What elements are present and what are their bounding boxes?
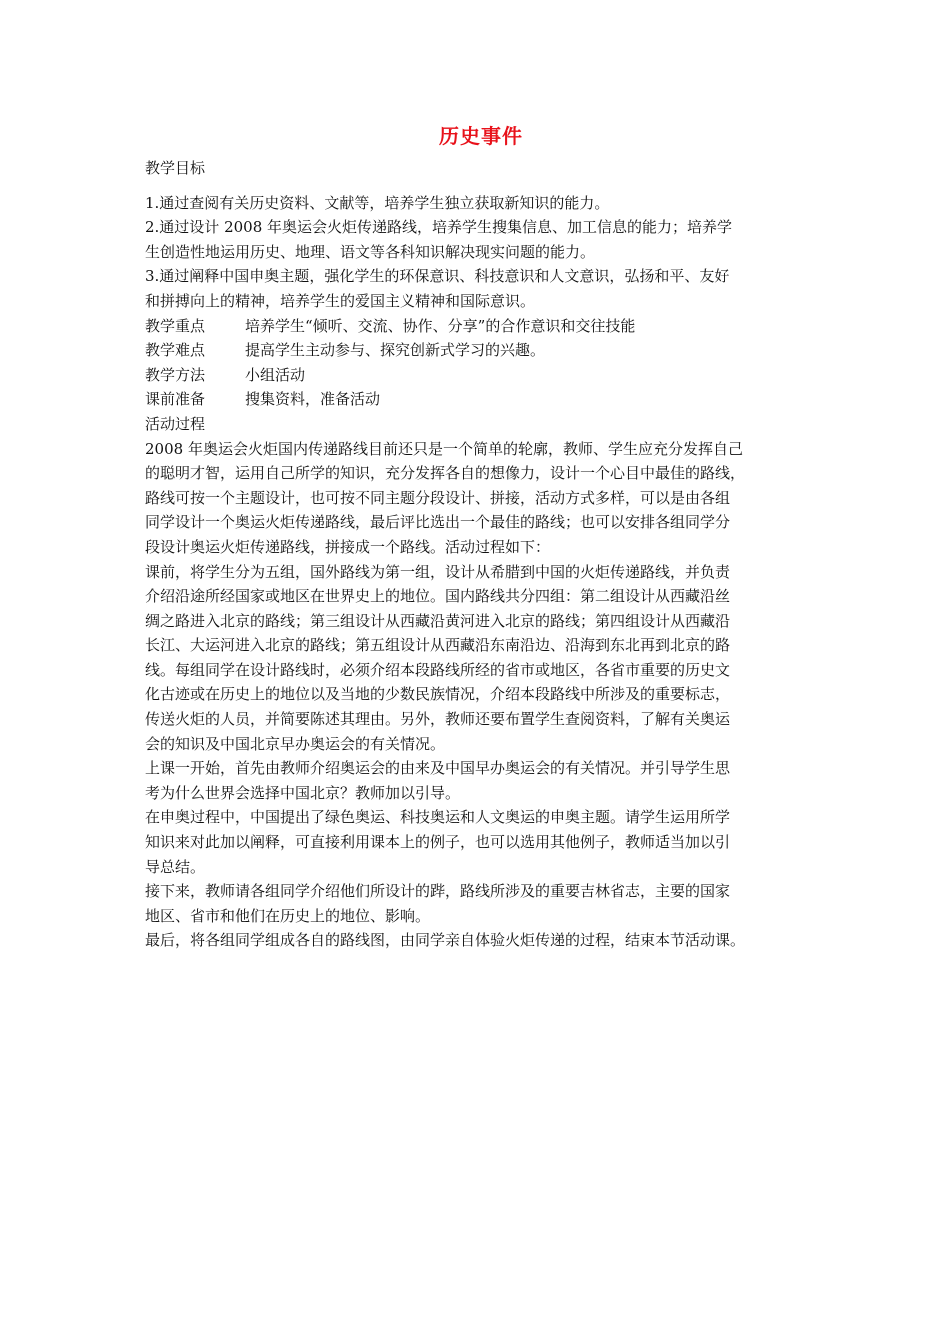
body-line: 2008 年奥运会火炬国内传递路线目前还只是一个简单的轮廓，教师、学生应充分发挥自己 bbox=[145, 439, 743, 458]
meta-key: 教学方法 bbox=[145, 365, 206, 384]
body-line: 路线可按一个主题设计，也可按不同主题分段设计、拼接，活动方式多样，可以是由各组 bbox=[145, 488, 731, 507]
body-line: 导总结。 bbox=[145, 857, 206, 876]
meta-row bbox=[145, 387, 817, 412]
meta-value: 搜集资料，准备活动 bbox=[245, 390, 381, 409]
body-line: 考为什么世界会选择中国北京？教师加以引导。 bbox=[145, 783, 461, 802]
objectives-heading: 教学目标 bbox=[145, 159, 206, 177]
body-line: 知识来对此加以阐释，可直接利用课本上的例子，也可以选用其他例子，教师适当加以引 bbox=[145, 833, 731, 852]
body-line: 绸之路进入北京的路线；第三组设计从西藏沿黄河进入北京的路线；第四组设计从西藏沿 bbox=[145, 611, 731, 630]
meta-row bbox=[145, 363, 817, 388]
body-line: 长江、大运河进入北京的路线；第五组设计从西藏沿东南沿边、沿海到东北再到北京的路 bbox=[145, 636, 731, 655]
document-page bbox=[145, 118, 817, 953]
body-line: 同学设计一个奥运火炬传递路线，最后评比选出一个最佳的路线；也可以安排各组同学分 bbox=[145, 513, 731, 532]
objectives-list bbox=[145, 191, 817, 314]
meta-row bbox=[145, 314, 817, 339]
document-title: 历史事件 bbox=[439, 124, 523, 148]
meta-value: 培养学生“倾听、交流、协作、分享”的合作意识和交往技能 bbox=[245, 316, 636, 335]
body-line: 化古迹或在历史上的地位以及当地的少数民族情况，介绍本段路线中所涉及的重要标志， bbox=[145, 685, 731, 704]
objective-line: 2.通过设计 2008 年奥运会火炬传递路线，培养学生搜集信息、加工信息的能力；培养学 bbox=[145, 218, 733, 237]
body-line: 会的知识及中国北京早办奥运会的有关情况。 bbox=[145, 734, 446, 753]
meta-list bbox=[145, 314, 817, 412]
body-line: 接下来，教师请各组同学介绍他们所设计的跸，路线所涉及的重要吉林省志，主要的国家 bbox=[145, 882, 731, 901]
process-heading: 活动过程 bbox=[145, 414, 206, 433]
objective-line: 3.通过阐释中国申奥主题，强化学生的环保意识、科技意识和人文意识，弘扬和平、友好 bbox=[145, 267, 730, 286]
spacer bbox=[145, 181, 817, 191]
body-line: 上课一开始，首先由教师介绍奥运会的由来及中国早办奥运会的有关情况。并引导学生思 bbox=[145, 759, 731, 778]
process-body bbox=[145, 437, 817, 953]
meta-value: 提高学生主动参与、探究创新式学习的兴趣。 bbox=[245, 341, 546, 360]
body-line: 最后，将各组同学组成各自的路线图，由同学亲自体验火炬传递的过程，结束本节活动课。 bbox=[145, 931, 746, 950]
objective-line: 和拼搏向上的精神，培养学生的爱国主义精神和国际意识。 bbox=[145, 291, 536, 310]
meta-key: 课前准备 bbox=[145, 390, 206, 409]
body-line: 段设计奥运火炬传递路线，拼接成一个路线。活动过程如下： bbox=[145, 537, 551, 556]
body-line: 线。每组同学在设计路线时，必须介绍本段路线所经的省市或地区，各省市重要的历史文 bbox=[145, 660, 731, 679]
body-line: 课前，将学生分为五组，国外路线为第一组，设计从希腊到中国的火炬传递路线，并负责 bbox=[145, 562, 731, 581]
body-line: 在申奥过程中，中国提出了绿色奥运、科技奥运和人文奥运的申奥主题。请学生运用所学 bbox=[145, 808, 731, 827]
objective-line: 生创造性地运用历史、地理、语文等各科知识解决现实问题的能力。 bbox=[145, 242, 596, 261]
body-line: 介绍沿途所经国家或地区在世界史上的地位。国内路线共分四组：第二组设计从西藏沿丝 bbox=[145, 587, 731, 606]
objective-line: 1.通过查阅有关历史资料、文献等，培养学生独立获取新知识的能力。 bbox=[145, 193, 610, 212]
meta-value: 小组活动 bbox=[245, 365, 306, 384]
body-line: 的聪明才智，运用自己所学的知识，充分发挥各自的想像力，设计一个心目中最佳的路线， bbox=[145, 464, 746, 483]
meta-row bbox=[145, 338, 817, 363]
body-line: 地区、省市和他们在历史上的地位、影响。 bbox=[145, 906, 431, 925]
body-line: 传送火炬的人员，并简要陈述其理由。另外，教师还要布置学生查阅资料，了解有关奥运 bbox=[145, 710, 731, 729]
meta-key: 教学难点 bbox=[145, 341, 206, 360]
meta-key: 教学重点 bbox=[145, 316, 206, 335]
